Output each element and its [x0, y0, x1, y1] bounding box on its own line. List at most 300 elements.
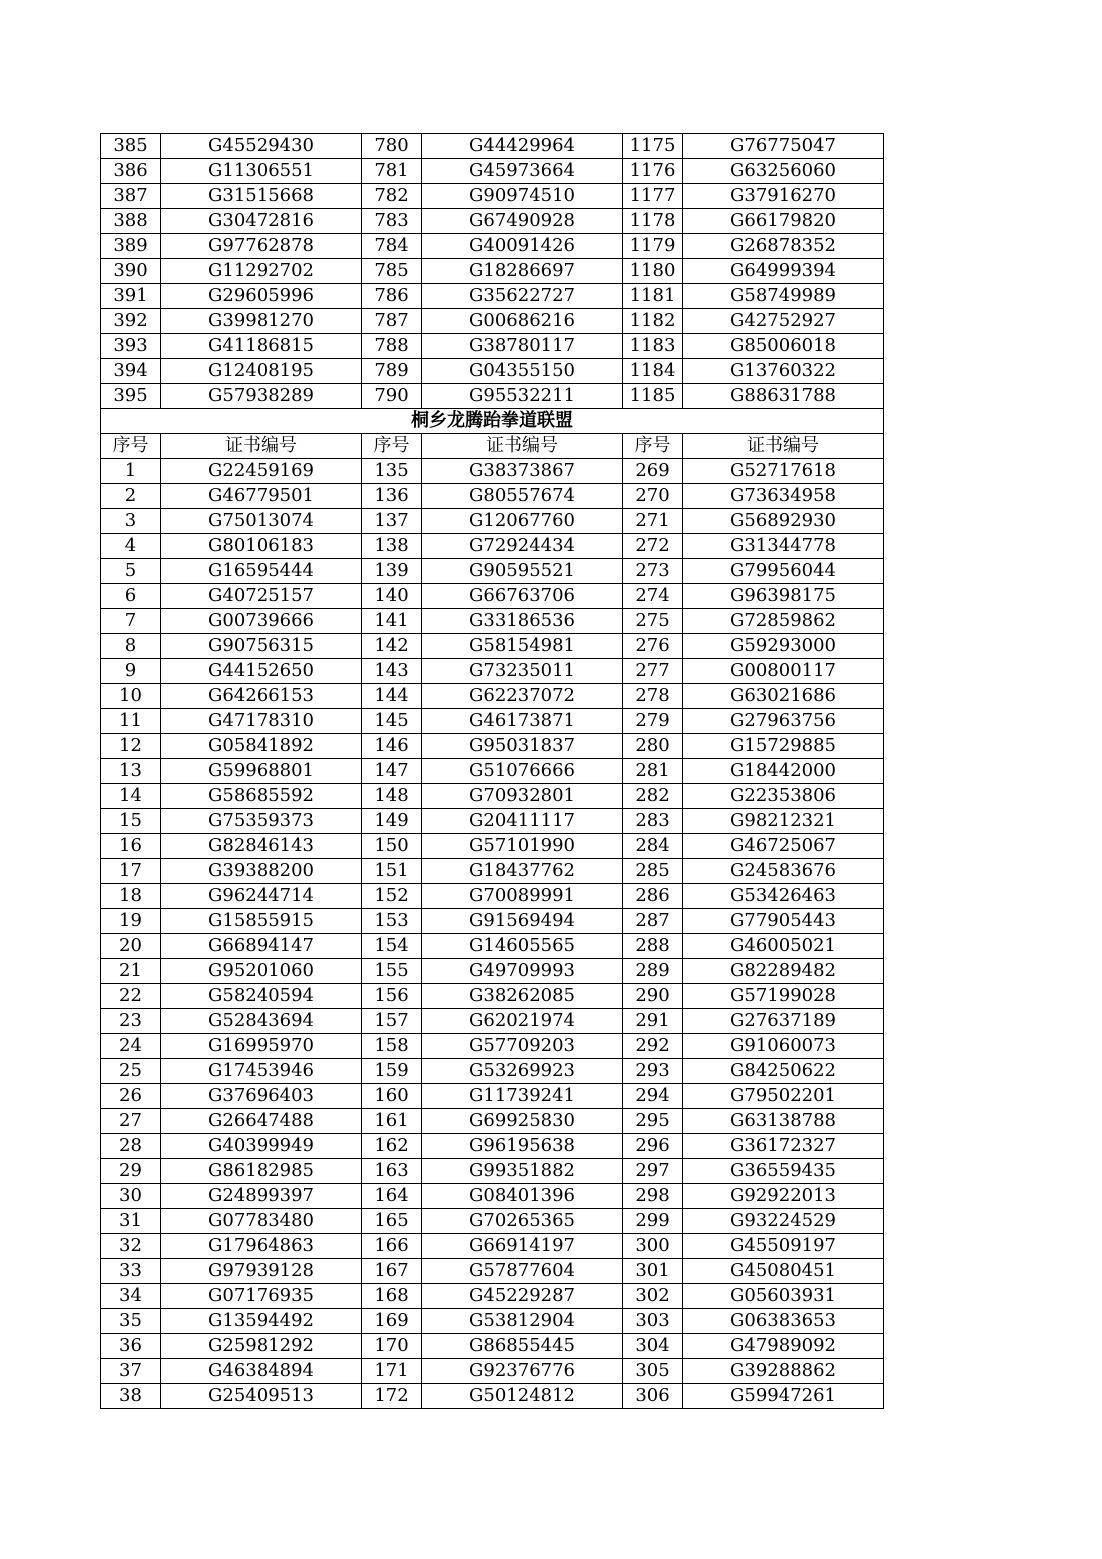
serial-cell: 11: [101, 709, 161, 734]
serial-cell: 153: [362, 909, 422, 934]
serial-cell: 8: [101, 634, 161, 659]
certificate-number-cell: G97762878: [161, 234, 362, 259]
certificate-number-cell: G79502201: [683, 1084, 884, 1109]
certificate-number-cell: G63021686: [683, 684, 884, 709]
certificate-number-cell: G39288862: [683, 1359, 884, 1384]
certificate-number-cell: G12067760: [422, 509, 623, 534]
certificate-number-cell: G41186815: [161, 334, 362, 359]
table-row: [101, 1084, 884, 1109]
serial-cell: 143: [362, 659, 422, 684]
certificate-number-cell: G13760322: [683, 359, 884, 384]
certificate-number-cell: G66894147: [161, 934, 362, 959]
serial-cell: 149: [362, 809, 422, 834]
serial-cell: 273: [623, 559, 683, 584]
certificate-number-cell: G25409513: [161, 1384, 362, 1409]
serial-cell: 6: [101, 584, 161, 609]
serial-cell: 271: [623, 509, 683, 534]
table-row: [101, 609, 884, 634]
serial-cell: 4: [101, 534, 161, 559]
certificate-number-cell: G66914197: [422, 1234, 623, 1259]
certificate-number-cell: G37696403: [161, 1084, 362, 1109]
serial-cell: 290: [623, 984, 683, 1009]
certificate-number-cell: G05841892: [161, 734, 362, 759]
certificate-number-cell: G16595444: [161, 559, 362, 584]
table-row: [101, 1009, 884, 1034]
table-row: [101, 1309, 884, 1334]
table-row: [101, 1059, 884, 1084]
serial-cell: 24: [101, 1034, 161, 1059]
serial-cell: 18: [101, 884, 161, 909]
table-row: [101, 834, 884, 859]
certificate-number-cell: G77905443: [683, 909, 884, 934]
table-row: [101, 709, 884, 734]
certificate-number-cell: G59968801: [161, 759, 362, 784]
table-body: [101, 134, 884, 1409]
serial-cell: 278: [623, 684, 683, 709]
serial-cell: 141: [362, 609, 422, 634]
serial-cell: 275: [623, 609, 683, 634]
certificate-number-cell: G17964863: [161, 1234, 362, 1259]
serial-cell: 28: [101, 1134, 161, 1159]
certificate-number-cell: G95201060: [161, 959, 362, 984]
section-title-row: [101, 409, 884, 434]
certificate-number-cell: G57101990: [422, 834, 623, 859]
serial-cell: 20: [101, 934, 161, 959]
certificate-number-cell: G72859862: [683, 609, 884, 634]
serial-cell: 135: [362, 459, 422, 484]
certificate-number-cell: G80557674: [422, 484, 623, 509]
serial-cell: 291: [623, 1009, 683, 1034]
certificate-number-cell: G45229287: [422, 1284, 623, 1309]
serial-cell: 13: [101, 759, 161, 784]
table-row: [101, 859, 884, 884]
certificate-number-cell: G84250622: [683, 1059, 884, 1084]
serial-cell: 296: [623, 1134, 683, 1159]
serial-cell: 789: [362, 359, 422, 384]
serial-cell: 161: [362, 1109, 422, 1134]
serial-header: 序号: [623, 434, 683, 459]
certificate-number-cell: G45529430: [161, 134, 362, 159]
certificate-number-cell: G47989092: [683, 1334, 884, 1359]
table-row: [101, 309, 884, 334]
serial-cell: 389: [101, 234, 161, 259]
certificate-table: [100, 133, 884, 1409]
certificate-number-cell: G25981292: [161, 1334, 362, 1359]
certificate-number-cell: G27963756: [683, 709, 884, 734]
serial-cell: 171: [362, 1359, 422, 1384]
serial-cell: 162: [362, 1134, 422, 1159]
certificate-number-cell: G46779501: [161, 484, 362, 509]
certificate-number-cell: G07783480: [161, 1209, 362, 1234]
table-row: [101, 159, 884, 184]
certificate-number-cell: G90756315: [161, 634, 362, 659]
certificate-number-cell: G75359373: [161, 809, 362, 834]
certificate-number-cell: G46384894: [161, 1359, 362, 1384]
certificate-number-cell: G56892930: [683, 509, 884, 534]
certificate-number-cell: G53426463: [683, 884, 884, 909]
certificate-number-cell: G58685592: [161, 784, 362, 809]
certificate-number-cell: G36559435: [683, 1159, 884, 1184]
serial-cell: 289: [623, 959, 683, 984]
certificate-number-cell: G31344778: [683, 534, 884, 559]
certificate-number-cell: G24899397: [161, 1184, 362, 1209]
table-row: [101, 1334, 884, 1359]
certificate-number-cell: G26647488: [161, 1109, 362, 1134]
certificate-number-cell: G40725157: [161, 584, 362, 609]
serial-cell: 782: [362, 184, 422, 209]
table-row: [101, 659, 884, 684]
serial-cell: 10: [101, 684, 161, 709]
serial-cell: 1: [101, 459, 161, 484]
certificate-number-cell: G57199028: [683, 984, 884, 1009]
serial-cell: 304: [623, 1334, 683, 1359]
serial-cell: 140: [362, 584, 422, 609]
certificate-number-cell: G97939128: [161, 1259, 362, 1284]
serial-cell: 286: [623, 884, 683, 909]
table-row: [101, 484, 884, 509]
certificate-number-cell: G37916270: [683, 184, 884, 209]
serial-cell: 270: [623, 484, 683, 509]
serial-cell: 2: [101, 484, 161, 509]
serial-cell: 158: [362, 1034, 422, 1059]
certificate-number-cell: G30472816: [161, 209, 362, 234]
serial-cell: 139: [362, 559, 422, 584]
serial-cell: 781: [362, 159, 422, 184]
certificate-number-cell: G52843694: [161, 1009, 362, 1034]
certificate-number-cell: G18437762: [422, 859, 623, 884]
certificate-number-cell: G95532211: [422, 384, 623, 409]
serial-cell: 786: [362, 284, 422, 309]
certificate-number-cell: G27637189: [683, 1009, 884, 1034]
table-row: [101, 1034, 884, 1059]
certificate-number-cell: G12408195: [161, 359, 362, 384]
serial-cell: 1182: [623, 309, 683, 334]
serial-cell: 25: [101, 1059, 161, 1084]
serial-cell: 385: [101, 134, 161, 159]
certificate-number-cell: G64266153: [161, 684, 362, 709]
certificate-number-cell: G39388200: [161, 859, 362, 884]
certificate-number-cell: G73634958: [683, 484, 884, 509]
serial-cell: 785: [362, 259, 422, 284]
certificate-number-cell: G95031837: [422, 734, 623, 759]
serial-cell: 283: [623, 809, 683, 834]
certificate-number-cell: G79956044: [683, 559, 884, 584]
serial-cell: 3: [101, 509, 161, 534]
table-row: [101, 1184, 884, 1209]
certificate-number-cell: G63138788: [683, 1109, 884, 1134]
table-row: [101, 459, 884, 484]
table-row: [101, 909, 884, 934]
serial-cell: 38: [101, 1384, 161, 1409]
serial-cell: 144: [362, 684, 422, 709]
serial-cell: 22: [101, 984, 161, 1009]
table-row: [101, 284, 884, 309]
certificate-number-cell: G59293000: [683, 634, 884, 659]
serial-cell: 305: [623, 1359, 683, 1384]
serial-cell: 284: [623, 834, 683, 859]
serial-cell: 156: [362, 984, 422, 1009]
serial-cell: 155: [362, 959, 422, 984]
serial-cell: 34: [101, 1284, 161, 1309]
serial-cell: 303: [623, 1309, 683, 1334]
certificate-number-cell: G45509197: [683, 1234, 884, 1259]
certificate-number-cell: G70089991: [422, 884, 623, 909]
certificate-number-cell: G82289482: [683, 959, 884, 984]
serial-cell: 136: [362, 484, 422, 509]
certificate-number-cell: G35622727: [422, 284, 623, 309]
table-row: [101, 1259, 884, 1284]
serial-cell: 5: [101, 559, 161, 584]
certificate-number-cell: G53812904: [422, 1309, 623, 1334]
certificate-number-cell: G00800117: [683, 659, 884, 684]
serial-cell: 788: [362, 334, 422, 359]
serial-cell: 300: [623, 1234, 683, 1259]
serial-header: 序号: [101, 434, 161, 459]
serial-cell: 17: [101, 859, 161, 884]
serial-cell: 295: [623, 1109, 683, 1134]
certificate-number-cell: G44152650: [161, 659, 362, 684]
table-row: [101, 534, 884, 559]
certificate-number-cell: G57709203: [422, 1034, 623, 1059]
serial-cell: 170: [362, 1334, 422, 1359]
certificate-number-cell: G67490928: [422, 209, 623, 234]
serial-cell: 780: [362, 134, 422, 159]
certificate-number-cell: G49709993: [422, 959, 623, 984]
certificate-number-cell: G62021974: [422, 1009, 623, 1034]
serial-cell: 167: [362, 1259, 422, 1284]
serial-cell: 147: [362, 759, 422, 784]
certificate-number-cell: G96195638: [422, 1134, 623, 1159]
serial-cell: 302: [623, 1284, 683, 1309]
table-row: [101, 684, 884, 709]
certificate-number-cell: G88631788: [683, 384, 884, 409]
certificate-number-cell: G85006018: [683, 334, 884, 359]
table-row: [101, 634, 884, 659]
serial-cell: 1181: [623, 284, 683, 309]
certificate-number-cell: G75013074: [161, 509, 362, 534]
table-row: [101, 734, 884, 759]
serial-cell: 393: [101, 334, 161, 359]
table-row: [101, 1159, 884, 1184]
certificate-number-cell: G50124812: [422, 1384, 623, 1409]
serial-cell: 7: [101, 609, 161, 634]
serial-cell: 164: [362, 1184, 422, 1209]
certificate-number-cell: G92922013: [683, 1184, 884, 1209]
certificate-number-cell: G31515668: [161, 184, 362, 209]
serial-header: 序号: [362, 434, 422, 459]
certificate-number-cell: G45080451: [683, 1259, 884, 1284]
certificate-number-cell: G91060073: [683, 1034, 884, 1059]
serial-cell: 297: [623, 1159, 683, 1184]
table-row: [101, 1109, 884, 1134]
certificate-number-cell: G46005021: [683, 934, 884, 959]
certificate-number-cell: G18286697: [422, 259, 623, 284]
certificate-number-cell: G52717618: [683, 459, 884, 484]
certificate-number-cell: G44429964: [422, 134, 623, 159]
serial-cell: 1180: [623, 259, 683, 284]
certificate-number-cell: G82846143: [161, 834, 362, 859]
certificate-number-header: 证书编号: [683, 434, 884, 459]
serial-cell: 292: [623, 1034, 683, 1059]
table-row: [101, 209, 884, 234]
table-row: [101, 1209, 884, 1234]
serial-cell: 163: [362, 1159, 422, 1184]
certificate-number-cell: G99351882: [422, 1159, 623, 1184]
serial-cell: 159: [362, 1059, 422, 1084]
certificate-number-cell: G15855915: [161, 909, 362, 934]
serial-cell: 168: [362, 1284, 422, 1309]
serial-cell: 299: [623, 1209, 683, 1234]
serial-cell: 146: [362, 734, 422, 759]
certificate-number-cell: G51076666: [422, 759, 623, 784]
serial-cell: 274: [623, 584, 683, 609]
certificate-number-cell: G00686216: [422, 309, 623, 334]
serial-cell: 783: [362, 209, 422, 234]
certificate-number-cell: G20411117: [422, 809, 623, 834]
serial-cell: 386: [101, 159, 161, 184]
table-row: [101, 884, 884, 909]
serial-cell: 142: [362, 634, 422, 659]
serial-cell: 298: [623, 1184, 683, 1209]
serial-cell: 394: [101, 359, 161, 384]
certificate-number-cell: G07176935: [161, 1284, 362, 1309]
serial-cell: 282: [623, 784, 683, 809]
certificate-number-cell: G93224529: [683, 1209, 884, 1234]
table-row: [101, 359, 884, 384]
serial-cell: 395: [101, 384, 161, 409]
serial-cell: 12: [101, 734, 161, 759]
certificate-number-cell: G04355150: [422, 359, 623, 384]
certificate-number-cell: G58154981: [422, 634, 623, 659]
certificate-number-cell: G66179820: [683, 209, 884, 234]
table-row: [101, 509, 884, 534]
certificate-number-cell: G46173871: [422, 709, 623, 734]
table-row: [101, 984, 884, 1009]
serial-cell: 154: [362, 934, 422, 959]
table-row: [101, 934, 884, 959]
serial-cell: 15: [101, 809, 161, 834]
certificate-number-cell: G15729885: [683, 734, 884, 759]
serial-cell: 390: [101, 259, 161, 284]
certificate-number-cell: G73235011: [422, 659, 623, 684]
serial-cell: 281: [623, 759, 683, 784]
serial-cell: 9: [101, 659, 161, 684]
table-row: [101, 809, 884, 834]
certificate-number-cell: G91569494: [422, 909, 623, 934]
serial-cell: 392: [101, 309, 161, 334]
certificate-number-cell: G70932801: [422, 784, 623, 809]
certificate-number-cell: G14605565: [422, 934, 623, 959]
certificate-number-cell: G11292702: [161, 259, 362, 284]
serial-cell: 1185: [623, 384, 683, 409]
serial-cell: 287: [623, 909, 683, 934]
table-row: [101, 784, 884, 809]
certificate-number-cell: G47178310: [161, 709, 362, 734]
certificate-number-cell: G39981270: [161, 309, 362, 334]
serial-cell: 787: [362, 309, 422, 334]
certificate-number-cell: G38262085: [422, 984, 623, 1009]
certificate-number-cell: G17453946: [161, 1059, 362, 1084]
serial-cell: 30: [101, 1184, 161, 1209]
serial-cell: 166: [362, 1234, 422, 1259]
serial-cell: 165: [362, 1209, 422, 1234]
serial-cell: 1177: [623, 184, 683, 209]
certificate-number-cell: G22353806: [683, 784, 884, 809]
certificate-number-cell: G16995970: [161, 1034, 362, 1059]
certificate-number-cell: G63256060: [683, 159, 884, 184]
serial-cell: 31: [101, 1209, 161, 1234]
serial-cell: 29: [101, 1159, 161, 1184]
table-row: [101, 584, 884, 609]
header-row: [101, 434, 884, 459]
certificate-number-cell: G06383653: [683, 1309, 884, 1334]
serial-cell: 137: [362, 509, 422, 534]
certificate-number-cell: G86855445: [422, 1334, 623, 1359]
certificate-number-cell: G96244714: [161, 884, 362, 909]
serial-cell: 16: [101, 834, 161, 859]
table-row: [101, 1284, 884, 1309]
serial-cell: 152: [362, 884, 422, 909]
certificate-number-cell: G96398175: [683, 584, 884, 609]
serial-cell: 145: [362, 709, 422, 734]
serial-cell: 35: [101, 1309, 161, 1334]
certificate-number-cell: G05603931: [683, 1284, 884, 1309]
certificate-number-cell: G33186536: [422, 609, 623, 634]
serial-cell: 280: [623, 734, 683, 759]
certificate-number-cell: G57877604: [422, 1259, 623, 1284]
serial-cell: 269: [623, 459, 683, 484]
certificate-number-cell: G69925830: [422, 1109, 623, 1134]
serial-cell: 19: [101, 909, 161, 934]
serial-cell: 36: [101, 1334, 161, 1359]
table-row: [101, 1134, 884, 1159]
certificate-number-cell: G40091426: [422, 234, 623, 259]
serial-cell: 279: [623, 709, 683, 734]
certificate-number-cell: G46725067: [683, 834, 884, 859]
serial-cell: 14: [101, 784, 161, 809]
serial-cell: 148: [362, 784, 422, 809]
certificate-number-cell: G11739241: [422, 1084, 623, 1109]
serial-cell: 293: [623, 1059, 683, 1084]
serial-cell: 150: [362, 834, 422, 859]
table-row: [101, 334, 884, 359]
serial-cell: 138: [362, 534, 422, 559]
certificate-number-cell: G40399949: [161, 1134, 362, 1159]
certificate-number-cell: G08401396: [422, 1184, 623, 1209]
serial-cell: 27: [101, 1109, 161, 1134]
certificate-number-cell: G62237072: [422, 684, 623, 709]
serial-cell: 1184: [623, 359, 683, 384]
serial-cell: 301: [623, 1259, 683, 1284]
certificate-number-cell: G38780117: [422, 334, 623, 359]
serial-cell: 23: [101, 1009, 161, 1034]
serial-cell: 790: [362, 384, 422, 409]
certificate-number-cell: G92376776: [422, 1359, 623, 1384]
certificate-number-cell: G58749989: [683, 284, 884, 309]
serial-cell: 1183: [623, 334, 683, 359]
serial-cell: 272: [623, 534, 683, 559]
serial-cell: 160: [362, 1084, 422, 1109]
certificate-number-cell: G58240594: [161, 984, 362, 1009]
certificate-number-cell: G90974510: [422, 184, 623, 209]
serial-cell: 32: [101, 1234, 161, 1259]
certificate-number-cell: G70265365: [422, 1209, 623, 1234]
table-row: [101, 1234, 884, 1259]
table-row: [101, 384, 884, 409]
serial-cell: 37: [101, 1359, 161, 1384]
serial-cell: 157: [362, 1009, 422, 1034]
table-row: [101, 234, 884, 259]
